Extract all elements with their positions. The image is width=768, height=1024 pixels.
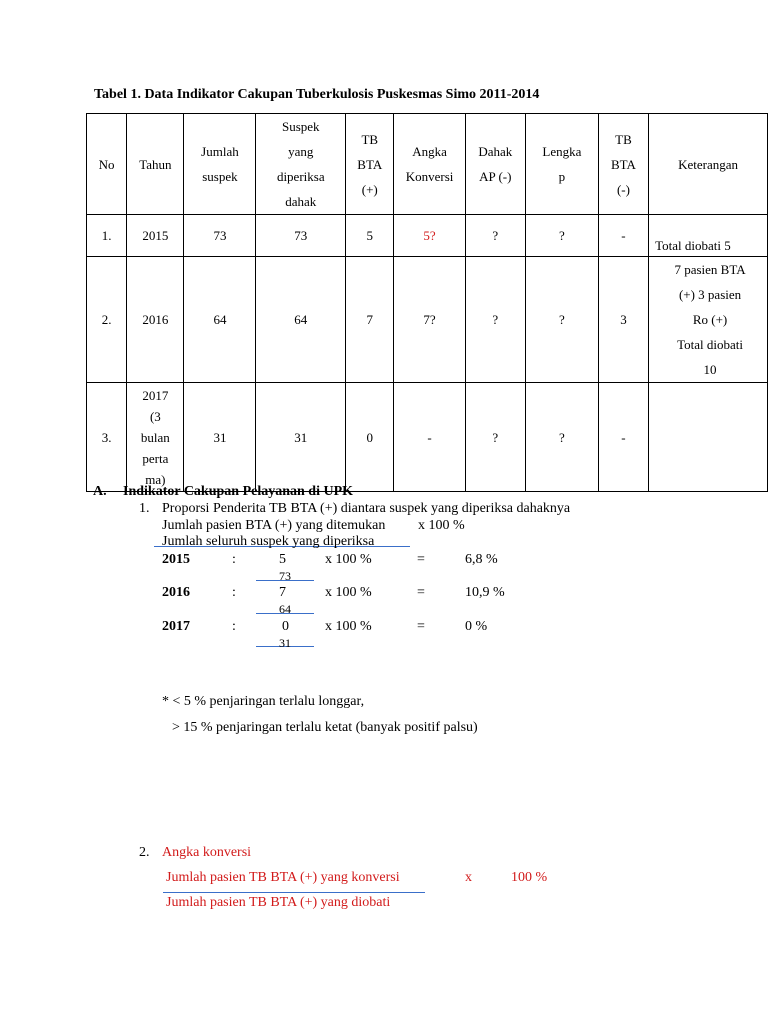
cell-dahak: ? [465, 383, 525, 492]
calc-equals: = [417, 585, 425, 600]
table-row [87, 383, 768, 492]
item1-denominator: Jumlah seluruh suspek yang diperiksa [162, 534, 375, 549]
table-header-row [87, 114, 768, 215]
calc-equals: = [417, 552, 425, 567]
cell-keterangan [649, 383, 768, 492]
cell-konversi: - [394, 383, 465, 492]
calc-multiplier: x 100 % [325, 552, 372, 567]
calc-numerator: 0 [282, 619, 289, 634]
calc-multiplier: x 100 % [325, 585, 372, 600]
calc-result: 6,8 % [465, 552, 498, 567]
cell-dahak: ? [465, 215, 525, 257]
cell-no: 3. [87, 383, 127, 492]
item1-title: Proporsi Penderita TB BTA (+) diantara suspek yang diperiksa dahaknya [162, 501, 571, 516]
cell-diperiksa: 73 [256, 215, 346, 257]
header-suspek-diperiksa: Suspek yang diperiksa dahak [256, 114, 346, 215]
tb-indicator-table [86, 113, 768, 492]
calc-colon: : [232, 585, 236, 600]
item2-percent: 100 % [511, 870, 548, 885]
calc-denominator: 73 [279, 569, 291, 583]
calc-year: 2015 [162, 552, 190, 567]
table-row [87, 215, 768, 257]
calc-numerator: 5 [279, 552, 286, 567]
calc-colon: : [232, 619, 236, 634]
calc-year: 2017 [162, 619, 190, 634]
cell-keterangan: 7 pasien BTA (+) 3 pasien Ro (+) Total diobati 10 [649, 257, 768, 383]
cell-lengkap: ? [525, 257, 598, 383]
cell-bta-pos: 7 [346, 257, 394, 383]
item2-fraction-rule [163, 892, 425, 893]
note-lower-threshold: * < 5 % penjaringan terlalu longgar, [162, 694, 365, 709]
header-tahun: Tahun [127, 114, 184, 215]
item2-number: 2. [139, 845, 150, 860]
cell-bta-pos: 0 [346, 383, 394, 492]
calc-equals: = [417, 619, 425, 634]
item2-numerator: Jumlah pasien TB BTA (+) yang konversi [166, 870, 400, 885]
header-no: No [87, 114, 127, 215]
header-keterangan: Keterangan [649, 114, 768, 215]
header-tb-bta-neg: TB BTA (-) [598, 114, 648, 215]
calc-colon: : [232, 552, 236, 567]
cell-tahun: 2017 (3 bulan perta ma) [127, 383, 184, 492]
cell-bta-neg: - [598, 215, 648, 257]
calc-year: 2016 [162, 585, 190, 600]
header-jumlah-suspek: Jumlah suspek [184, 114, 256, 215]
calc-numerator: 7 [279, 585, 286, 600]
cell-konversi: 7? [394, 257, 465, 383]
table-caption: Tabel 1. Data Indikator Cakupan Tuberkulosis Puskesmas Simo 2011-2014 [94, 87, 540, 102]
calc-result: 10,9 % [465, 585, 505, 600]
cell-diperiksa: 64 [256, 257, 346, 383]
calc-result: 0 % [465, 619, 488, 634]
cell-tahun: 2016 [127, 257, 184, 383]
item2-denominator: Jumlah pasien TB BTA (+) yang diobati [166, 895, 391, 910]
header-dahak-ap: Dahak AP (-) [465, 114, 525, 215]
calc-multiplier: x 100 % [325, 619, 372, 634]
item2-times: x [465, 870, 472, 885]
cell-dahak: ? [465, 257, 525, 383]
item1-number: 1. [139, 501, 150, 516]
item2-title: Angka konversi [162, 845, 252, 860]
calc-denominator: 64 [279, 602, 291, 616]
calc-denominator: 31 [279, 636, 291, 650]
cell-diperiksa: 31 [256, 383, 346, 492]
header-tb-bta-pos: TB BTA (+) [346, 114, 394, 215]
cell-bta-neg: 3 [598, 257, 648, 383]
cell-jumlah: 64 [184, 257, 256, 383]
table-row [87, 257, 768, 383]
section-a-title: Indikator Cakupan Pelayanan di UPK [123, 484, 354, 499]
cell-keterangan: Total diobati 5 [649, 215, 768, 257]
item1-numerator: Jumlah pasien BTA (+) yang ditemukan [162, 518, 386, 533]
header-angka-konversi: Angka Konversi [394, 114, 465, 215]
item1-factor: x 100 % [418, 518, 465, 533]
cell-lengkap: ? [525, 215, 598, 257]
section-a-heading [93, 484, 353, 500]
cell-tahun: 2015 [127, 215, 184, 257]
section-a-marker: A. [93, 484, 107, 499]
cell-no: 1. [87, 215, 127, 257]
cell-jumlah: 31 [184, 383, 256, 492]
cell-lengkap: ? [525, 383, 598, 492]
cell-no: 2. [87, 257, 127, 383]
cell-bta-pos: 5 [346, 215, 394, 257]
header-lengkap: Lengka p [525, 114, 598, 215]
cell-jumlah: 73 [184, 215, 256, 257]
cell-bta-neg: - [598, 383, 648, 492]
cell-konversi: 5? [394, 215, 465, 257]
note-upper-threshold: > 15 % penjaringan terlalu ketat (banyak positif palsu) [172, 720, 478, 735]
